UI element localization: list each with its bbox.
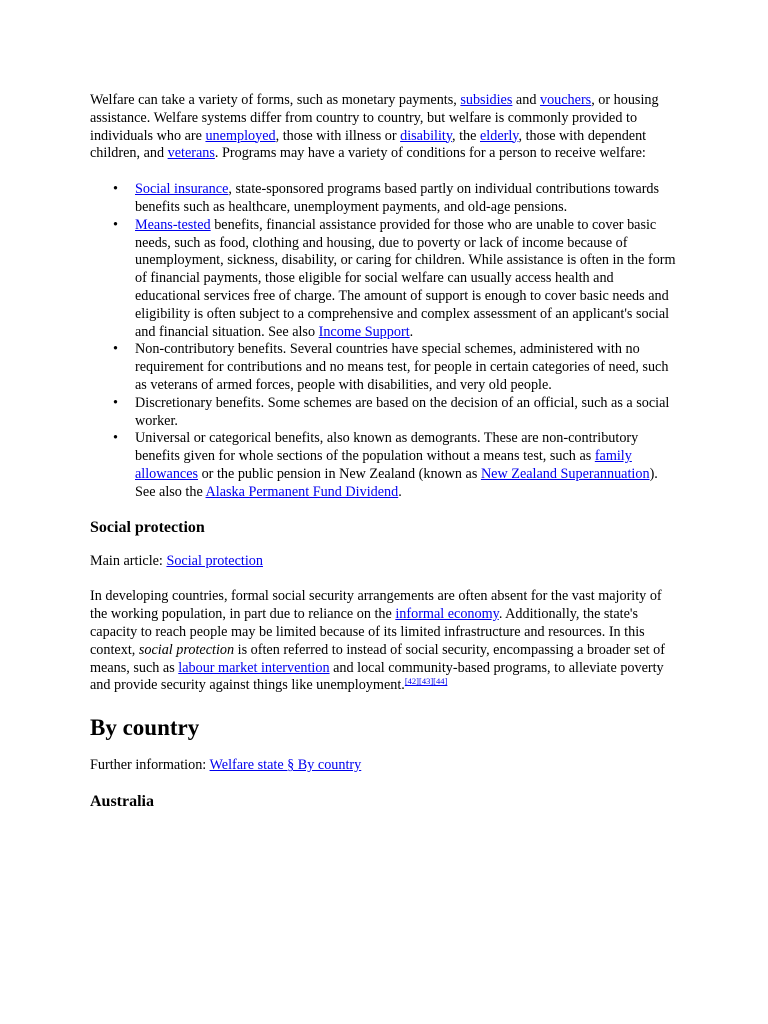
link-labour-market-intervention[interactable]: labour market intervention — [178, 659, 330, 676]
intro-text: , those with dependent children, and — [90, 127, 647, 162]
article-body — [90, 92, 680, 827]
link-subsidies[interactable]: subsidies — [460, 92, 513, 108]
paragraph-text: and local community-based programs, to alleviate poverty and provide security against things like unemployment. — [90, 659, 664, 694]
list-item-text: Discretionary benefits. Some schemes are based on the decision of an official, such as a social worker. — [135, 394, 670, 429]
main-article-label: Main article: — [90, 552, 167, 569]
list-item-non-contributory — [135, 341, 680, 394]
intro-text: , or housing assistance. Welfare systems differ from country to country, but welfare is commonly provided to individuals who are — [90, 92, 659, 144]
intro-text: . Programs may have a variety of conditions for a person to receive welfare: — [214, 145, 646, 162]
link-veterans[interactable]: veterans — [167, 145, 215, 162]
citation-42[interactable]: [42] — [404, 676, 419, 687]
link-alaska-permanent-fund-dividend[interactable]: Alaska Permanent Fund Dividend — [205, 483, 399, 500]
link-elderly[interactable]: elderly — [480, 127, 519, 144]
paragraph-text: . Additionally, the state's capacity to reach people may be limited because of its limited infrastructure and resources. In this context, — [90, 606, 645, 658]
paragraph-text: is often referred to instead of social security, encompassing a broader set of means, such as — [90, 641, 665, 676]
link-main-article-social-protection[interactable]: Social protection — [166, 552, 263, 569]
heading-by-country: By country — [90, 715, 200, 741]
list-item-text: benefits, financial assistance provided for those who are unable to cover basic needs, such as food, clothing and housing, due to poverty or lack of income because of unemployment, sickness, disability, or caring for children. While assistance is often in the form of financial payments, those eligible for social welfare can usually access health and educational services free of charge. The amount of support is enough to cover basic needs and eligibility is often subject to a comprehensive and complex assessment of an applicant's social and financial situation. See also — [135, 216, 676, 340]
list-item-text: . — [409, 323, 414, 340]
citation-44[interactable]: [44] — [433, 676, 448, 687]
link-social-insurance[interactable]: Social insurance — [135, 181, 229, 198]
list-item-discretionary — [135, 395, 680, 431]
list-item-universal — [135, 430, 680, 501]
link-vouchers[interactable]: vouchers — [539, 92, 592, 108]
list-item-text: or the public pension in New Zealand (known as — [198, 465, 481, 482]
list-item-text: . — [398, 483, 402, 500]
heading-social-protection: Social protection — [90, 518, 205, 536]
heading-australia: Australia — [90, 792, 154, 810]
citation-43[interactable]: [43] — [419, 676, 434, 687]
social-protection-term: social protection — [138, 641, 235, 658]
link-welfare-state-by-country[interactable]: Welfare state § By country — [209, 757, 362, 774]
welfare-conditions-list — [90, 181, 680, 501]
further-information-label: Further information: — [90, 757, 210, 774]
main-article-note — [90, 553, 680, 571]
developing-countries-paragraph — [90, 588, 680, 695]
further-information-note — [90, 757, 680, 775]
intro-text: Welfare can take a variety of forms, such as monetary payments, — [90, 92, 461, 108]
citation-group — [405, 676, 448, 686]
list-item-text: ). See also the — [135, 465, 658, 500]
link-disability[interactable]: disability — [400, 127, 453, 144]
list-item-text: Universal or categorical benefits, also known as demogrants. These are non-contributory benefits given for whole sections of the population without a means test, such as — [135, 430, 639, 465]
link-means-tested[interactable]: Means-tested — [135, 216, 211, 233]
list-item-means-tested — [135, 217, 680, 342]
intro-text: , the — [452, 127, 480, 144]
intro-text: , those with illness or — [275, 127, 401, 144]
link-new-zealand-superannuation[interactable]: New Zealand Superannuation — [480, 465, 650, 482]
paragraph-text: In developing countries, formal social security arrangements are often absent for the vast majority of the working population, in part due to reliance on the — [90, 588, 662, 623]
link-income-support[interactable]: Income Support — [318, 323, 410, 340]
list-item-text: Non-contributory benefits. Several countries have special schemes, administered with no requirement for contributions and no means test, for people in certain categories of need, such as veterans of armed forces, people with disabilities, and very old people. — [135, 341, 669, 393]
link-informal-economy[interactable]: informal economy — [395, 606, 499, 623]
link-family-allowances[interactable]: family allowances — [135, 448, 632, 482]
list-item-social-insurance — [135, 181, 680, 217]
intro-paragraph — [90, 92, 680, 163]
link-unemployed[interactable]: unemployed — [205, 127, 276, 144]
list-item-text: , state-sponsored programs based partly on individual contributions towards benefits such as healthcare, unemployment payments, and old-age pensions. — [135, 181, 660, 215]
intro-text: and — [512, 92, 540, 108]
